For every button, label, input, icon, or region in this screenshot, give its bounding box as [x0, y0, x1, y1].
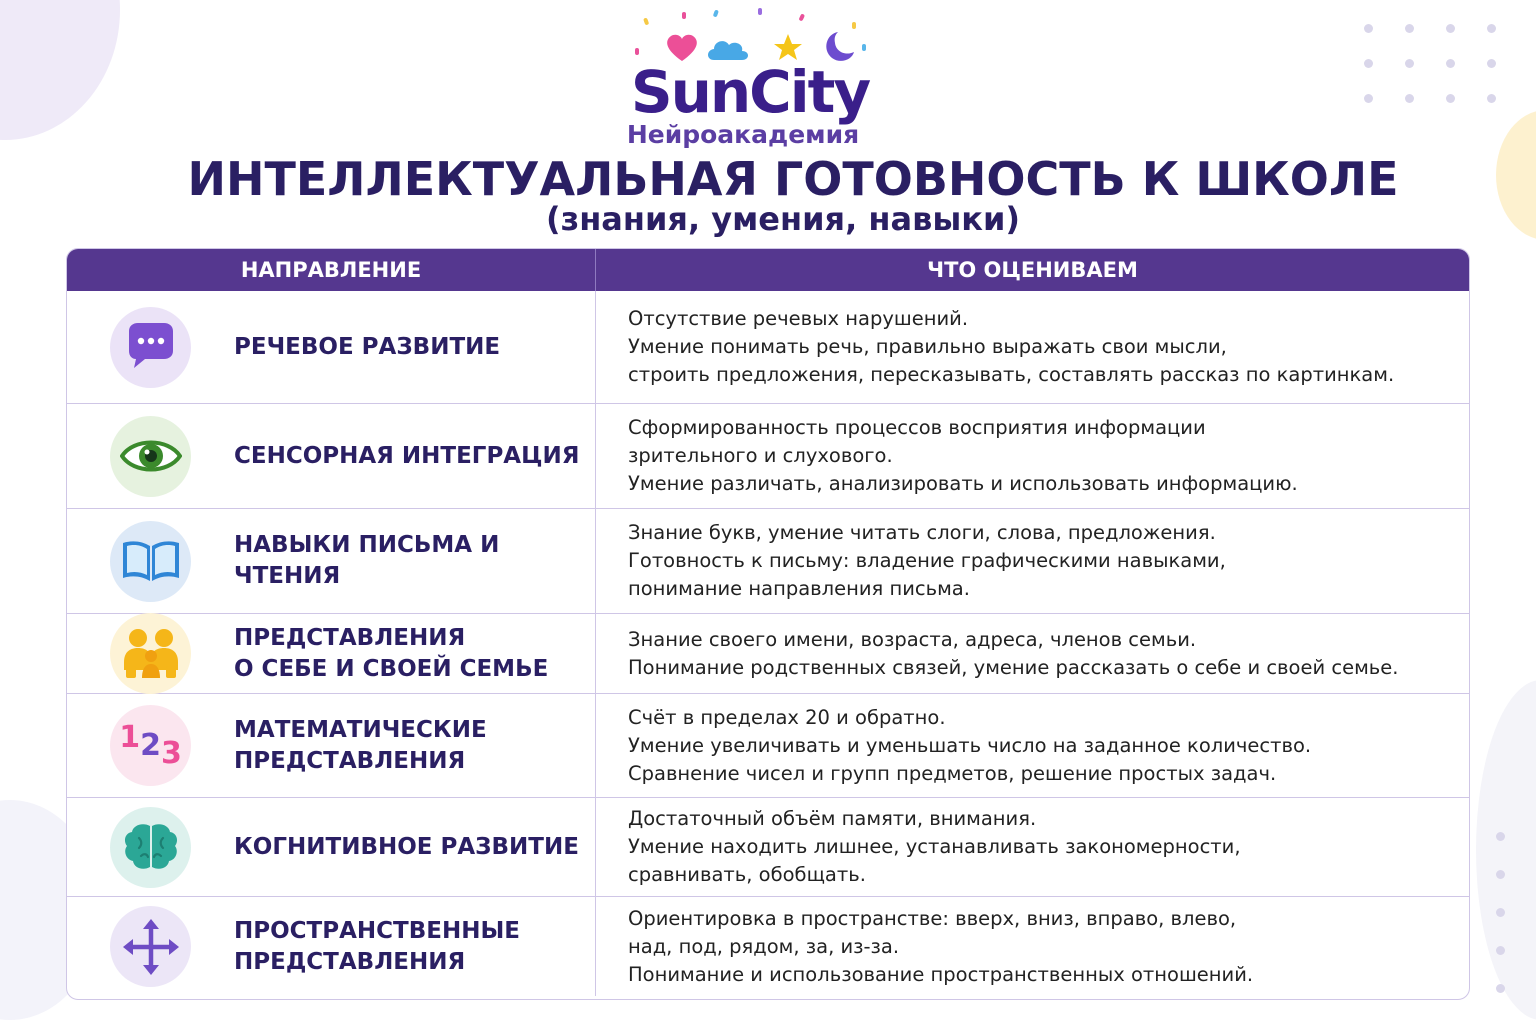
readiness-table: [66, 248, 1470, 1000]
direction-label: НАВЫКИ ПИСЬМА И ЧТЕНИЯ: [234, 532, 500, 589]
direction-cell: [67, 897, 596, 996]
direction-cell: [67, 614, 596, 693]
assessment-cell: [596, 798, 1469, 896]
assessment-cell: [596, 694, 1469, 797]
assessment-cell: [596, 614, 1469, 693]
assessment-line: сравнивать, обобщать.: [628, 863, 866, 886]
decorative-dot: [1487, 24, 1496, 33]
star-icon: [774, 34, 802, 60]
table-row: [67, 508, 1469, 613]
direction-label: ПРЕДСТАВЛЕНИЯ О СЕБЕ И СВОЕЙ СЕМЬЕ: [234, 624, 549, 682]
column-header-direction: НАПРАВЛЕНИЕ: [67, 249, 596, 291]
decorative-dot: [1364, 24, 1373, 33]
page-title: ИНТЕЛЛЕКТУАЛЬНАЯ ГОТОВНОСТЬ К ШКОЛЕ: [187, 152, 1399, 206]
assessment-text: [628, 626, 1398, 682]
assessment-line: Счёт в пределах 20 и обратно.: [628, 705, 946, 729]
assessment-line: Сформированность процессов восприятия информации: [628, 416, 1206, 439]
speech-bubble-icon: [110, 307, 191, 388]
four-arrows-icon: [110, 906, 191, 987]
direction-label: МАТЕМАТИЧЕСКИЕ ПРЕДСТАВЛЕНИЯ: [234, 716, 487, 774]
number-glyph: 1: [119, 720, 141, 755]
table-body: [67, 291, 1469, 996]
table-row: [67, 896, 1469, 996]
table-row: [67, 797, 1469, 896]
assessment-cell: [596, 291, 1469, 403]
decorative-dot: [1496, 984, 1505, 993]
assessment-line: Умение понимать речь, правильно выражать свои мысли,: [628, 335, 1227, 358]
assessment-text: [628, 414, 1298, 498]
decorative-dot: [1405, 24, 1414, 33]
assessment-line: Знание букв, умение читать слоги, слова, предложения.: [628, 521, 1216, 544]
column-header-assessment: ЧТО ОЦЕНИВАЕМ: [927, 258, 1138, 282]
table-row: [67, 693, 1469, 797]
assessment-line: Ориентировка в пространстве: вверх, вниз, вправо, влево,: [628, 906, 1237, 930]
table-row: [67, 291, 1469, 403]
assessment-line: Умение увеличивать и уменьшать число на заданное количество.: [628, 733, 1312, 757]
number-glyph: 2: [140, 728, 161, 763]
assessment-line: Умение различать, анализировать и использовать информацию.: [628, 472, 1298, 495]
assessment-cell: [596, 509, 1469, 613]
assessment-cell: [596, 897, 1469, 996]
assessment-text: [628, 704, 1311, 788]
direction-cell: [67, 694, 596, 797]
assessment-text: [628, 905, 1253, 989]
assessment-line: Понимание родственных связей, умение рассказать о себе и своей семье.: [628, 655, 1399, 679]
decorative-dot: [1496, 908, 1505, 917]
assessment-line: Готовность к письму: владение графическими навыками,: [628, 549, 1226, 572]
brand-subtitle: Нейроакадемия: [626, 120, 860, 149]
direction-label: КОГНИТИВНОЕ РАЗВИТИЕ: [234, 833, 579, 860]
decorative-dot: [1446, 24, 1455, 33]
assessment-text: [628, 805, 1241, 889]
decorative-dot: [1496, 870, 1505, 879]
assessment-line: Сравнение чисел и групп предметов, решение простых задач.: [628, 761, 1277, 785]
page-subtitle: (знания, умения, навыки): [545, 200, 1021, 238]
decorative-dot: [1496, 832, 1505, 841]
number-glyph: 3: [160, 736, 182, 771]
direction-label: СЕНСОРНАЯ ИНТЕГРАЦИЯ: [234, 442, 580, 469]
numbers-123-icon: [110, 705, 191, 786]
background-blob: [1476, 680, 1536, 1020]
brain-icon: [110, 807, 191, 888]
brand-name: SunCity: [630, 58, 870, 126]
assessment-text: [628, 305, 1394, 389]
moon-icon: [826, 32, 854, 61]
assessment-line: Отсутствие речевых нарушений.: [628, 307, 969, 330]
family-icon: [110, 613, 191, 694]
decorative-dot: [1496, 946, 1505, 955]
assessment-text: [628, 519, 1226, 603]
direction-cell: [67, 291, 596, 403]
table-row: [67, 403, 1469, 508]
direction-label: ПРОСТРАНСТВЕННЫЕ ПРЕДСТАВЛЕНИЯ: [234, 917, 520, 975]
assessment-line: понимание направления письма.: [628, 577, 970, 600]
direction-cell: [67, 404, 596, 508]
table-header: [67, 249, 1469, 291]
assessment-line: над, под, рядом, за, из-за.: [628, 934, 900, 958]
direction-cell: [67, 509, 596, 613]
assessment-line: Достаточный объём памяти, внимания.: [628, 807, 1037, 830]
assessment-line: строить предложения, пересказывать, составлять рассказ по картинкам.: [628, 363, 1395, 386]
assessment-line: Умение находить лишнее, устанавливать закономерности,: [628, 835, 1241, 858]
assessment-line: Знание своего имени, возраста, адреса, членов семьи.: [628, 627, 1197, 651]
open-book-icon: [110, 521, 191, 602]
direction-label: РЕЧЕВОЕ РАЗВИТИЕ: [234, 333, 501, 360]
direction-cell: [67, 798, 596, 896]
assessment-line: зрительного и слухового.: [628, 444, 893, 467]
assessment-cell: [596, 404, 1469, 508]
assessment-line: Понимание и использование пространственных отношений.: [628, 962, 1254, 986]
table-row: [67, 613, 1469, 693]
eye-icon: [110, 416, 191, 497]
